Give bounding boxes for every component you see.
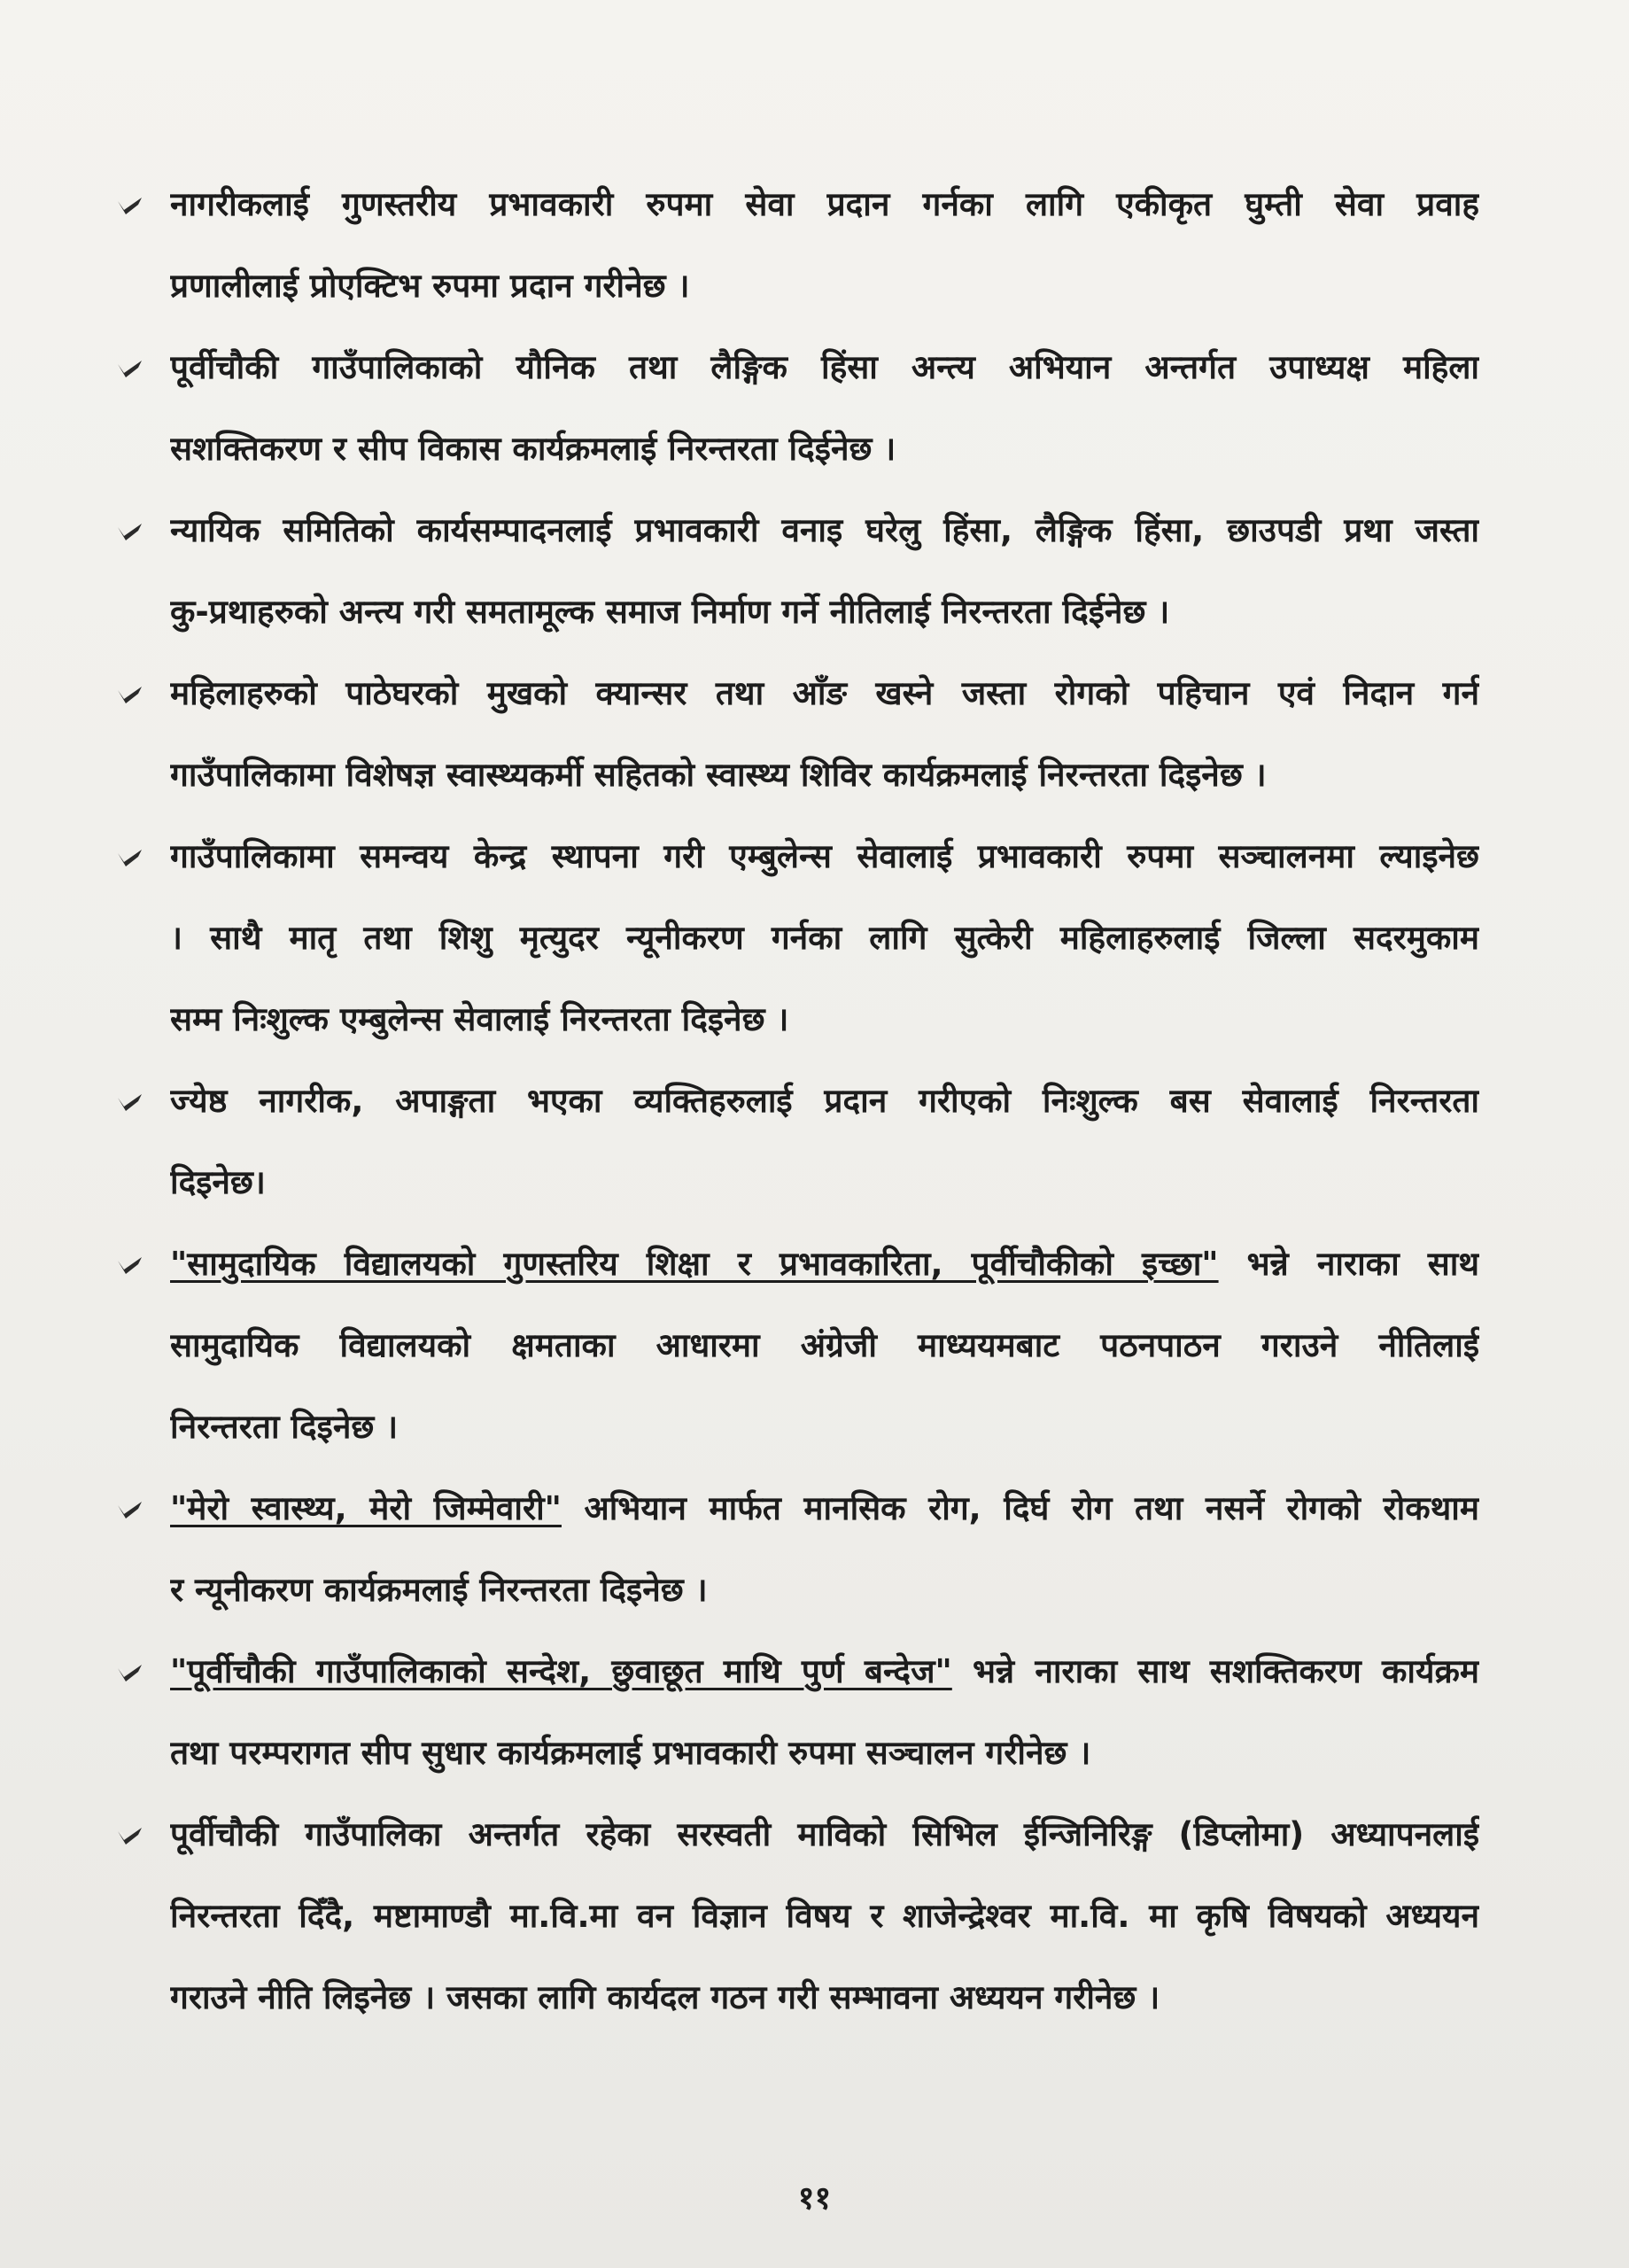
tick-pen-bullet-icon: [115, 1087, 145, 1117]
page-number: ११: [797, 2180, 832, 2217]
list-item-first-line: [170, 1631, 1479, 1713]
list-item-line: प्रणालीलाई प्रोएक्टिभ रुपमा प्रदान गरीनेछ ।: [170, 267, 690, 305]
slogan-rest: अभियान मार्फत मानसिक रोग, दिर्घ रोग तथा नसर्ने रोगको रोकथाम: [561, 1489, 1479, 1527]
list-item-first-line: [170, 1223, 1479, 1305]
tick-pen-bullet-icon: [115, 680, 145, 710]
list-item-line: सामुदायिक विद्यालयको क्षमताका आधारमा अंग्रेजी माध्ययमबाट पठनपाठन गराउने नीतिलाई: [170, 1326, 1479, 1364]
slogan-underlined: "मेरो स्वास्थ्य, मेरो जिम्मेवारी": [170, 1489, 562, 1527]
list-item-line: । साथै मातृ तथा शिशु मृत्युदर न्यूनीकरण गर्नका लागि सुत्केरी महिलाहरुलाई जिल्ला सदरमुकाम: [170, 919, 1479, 957]
list-item-first-line: [170, 1468, 1479, 1550]
list-item: [115, 816, 1479, 1060]
tick-pen-bullet-icon: [115, 517, 145, 547]
list-item: [115, 1468, 1479, 1631]
list-item-line: पूर्वीचौकी गाउँपालिका अन्तर्गत रहेका सरस्वती माविको सिभिल ईन्जिनिरिङ्ग (डिप्लोमा) अध्यापनलाई: [170, 1815, 1479, 1853]
list-item: [115, 1794, 1479, 2039]
list-item-line: तथा परम्परागत सीप सुधार कार्यक्रमलाई प्रभावकारी रुपमा सञ्चालन गरीनेछ ।: [170, 1734, 1091, 1772]
policy-bullet-list: [115, 164, 1479, 2039]
list-item: [115, 327, 1479, 490]
tick-pen-bullet-icon: [115, 1495, 145, 1525]
list-item-line: निरन्तरता दिँदै, मष्टामाण्डौ मा.वि.मा वन विज्ञान विषय र शाजेन्द्रेश्वर मा.वि. मा कृषि विषयको अध्ययन: [170, 1897, 1479, 1935]
list-item-line: पूर्वीचौकी गाउँपालिकाको यौनिक तथा लैङ्गिक हिंसा अन्त्य अभियान अन्तर्गत उपाध्यक्ष महिला: [170, 348, 1479, 386]
tick-pen-bullet-icon: [115, 1658, 145, 1688]
list-item: [115, 1631, 1479, 1794]
list-item-line: दिइनेछ।: [170, 1163, 266, 1201]
list-item: [115, 164, 1479, 327]
slogan-rest: भन्ने नाराका साथ सशक्तिकरण कार्यक्रम: [951, 1652, 1479, 1690]
list-item-line: न्यायिक समितिको कार्यसम्पादनलाई प्रभावकारी वनाइ घरेलु हिंसा, लैङ्गिक हिंसा, छाउपडी प्रथा जस्ता: [170, 511, 1479, 549]
tick-pen-bullet-icon: [115, 1821, 145, 1851]
tick-pen-bullet-icon: [115, 1250, 145, 1280]
list-item-line: गाउँपालिकामा समन्वय केन्द्र स्थापना गरी एम्बुलेन्स सेवालाई प्रभावकारी रुपमा सञ्चालनमा ल्याइनेछ: [170, 837, 1479, 875]
slogan-rest: भन्ने नाराका साथ: [1218, 1245, 1479, 1283]
tick-pen-bullet-icon: [115, 843, 145, 873]
slogan-underlined: "पूर्वीचौकी गाउँपालिकाको सन्देश, छुवाछूत माथि पुर्ण बन्देज": [170, 1652, 952, 1690]
tick-pen-bullet-icon: [115, 190, 145, 221]
list-item-line: नागरीकलाई गुणस्तरीय प्रभावकारी रुपमा सेवा प्रदान गर्नका लागि एकीकृत घुम्ती सेवा प्रवाह: [170, 185, 1479, 223]
list-item-line: सम्म निःशुल्क एम्बुलेन्स सेवालाई निरन्तरता दिइनेछ ।: [170, 1000, 789, 1038]
list-item-line: गाउँपालिकामा विशेषज्ञ स्वास्थ्यकर्मी सहितको स्वास्थ्य शिविर कार्यक्रमलाई निरन्तरता दिइनेछ ।: [170, 756, 1267, 794]
list-item-line: र न्यूनीकरण कार्यक्रमलाई निरन्तरता दिइनेछ ।: [170, 1571, 708, 1609]
slogan-underlined: "सामुदायिक विद्यालयको गुणस्तरिय शिक्षा र प्रभावकारिता, पूर्वीचौकीको इच्छा": [170, 1245, 1219, 1283]
list-item-line: ज्येष्ठ नागरीक, अपाङ्गता भएका व्यक्तिहरुलाई प्रदान गरीएको निःशुल्क बस सेवालाई निरन्तरता: [170, 1082, 1479, 1120]
list-item-line: कु-प्रथाहरुको अन्त्य गरी समतामूल्क समाज निर्माण गर्ने नीतिलाई निरन्तरता दिईनेछ ।: [170, 593, 1170, 631]
list-item: [115, 1060, 1479, 1223]
tick-pen-bullet-icon: [115, 353, 145, 384]
list-item-line: गराउने नीति लिइनेछ । जसका लागि कार्यदल गठन गरी सम्भावना अध्ययन गरीनेछ ।: [170, 1978, 1160, 2016]
list-item-line: निरन्तरता दिइनेछ ।: [170, 1408, 399, 1446]
list-item-line: महिलाहरुको पाठेघरको मुखको क्यान्सर तथा आँङ खस्ने जस्ता रोगको पहिचान एवं निदान गर्न: [170, 674, 1479, 712]
list-item: [115, 1223, 1479, 1468]
list-item: [115, 653, 1479, 816]
list-item-line: सशक्तिकरण र सीप विकास कार्यक्रमलाई निरन्तरता दिईनेछ ।: [170, 430, 896, 468]
list-item: [115, 490, 1479, 653]
